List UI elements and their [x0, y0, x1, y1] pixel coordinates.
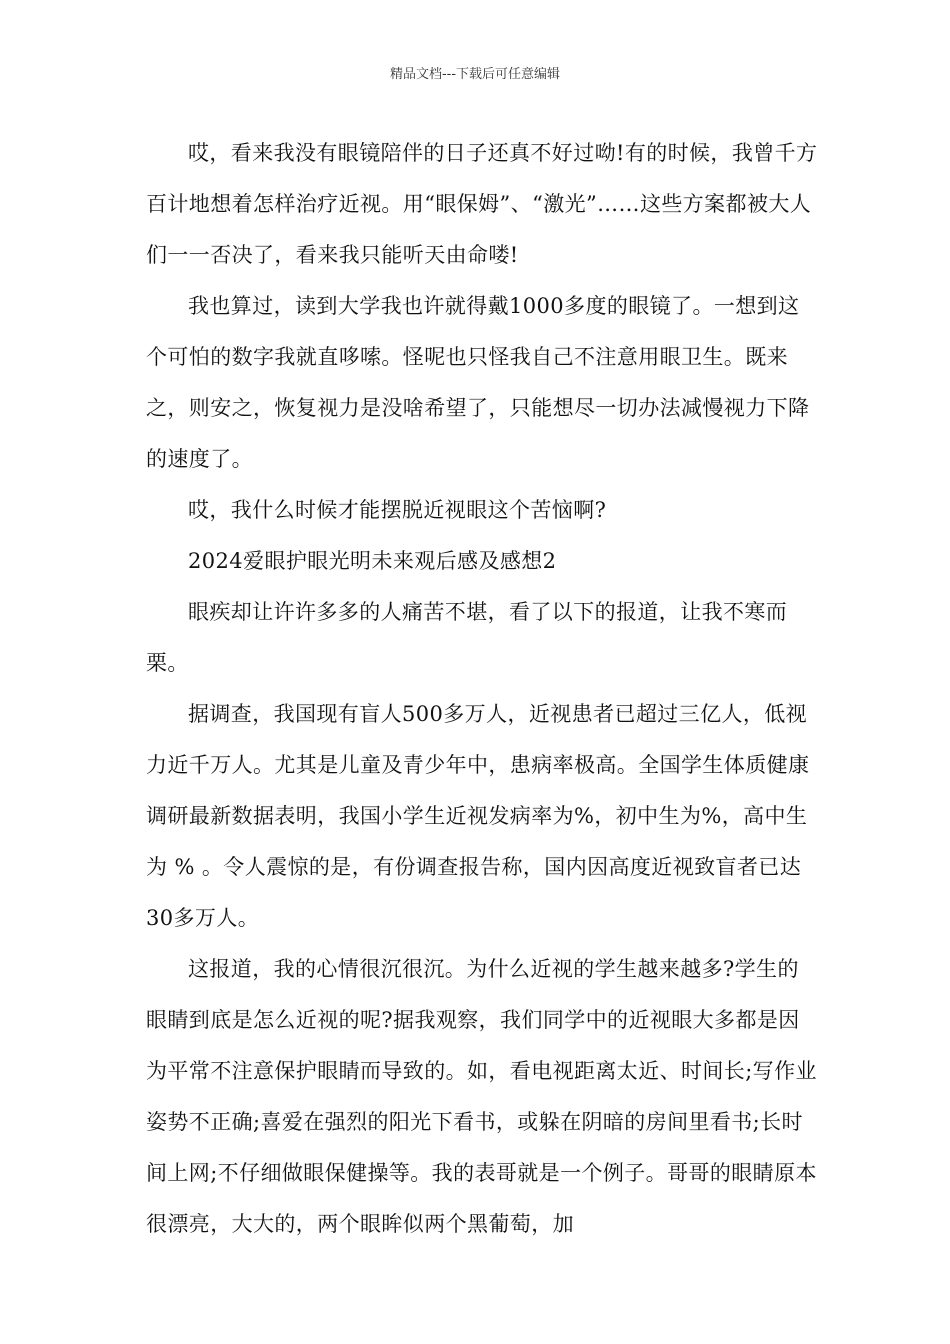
- section-title: 2024爱眼护眼光明未来观后感及感想2: [188, 549, 557, 573]
- paragraph-4: 眼疾却让许许多多的人痛苦不堪，看了以下的报道，让我不寒而栗。: [146, 600, 788, 675]
- document-body: [146, 128, 818, 1250]
- paragraph-3: 哎，我什么时候才能摆脱近视眼这个苦恼啊?: [188, 498, 607, 522]
- paragraph-1: 哎，看来我没有眼镜陪伴的日子还真不好过呦!有的时候，我曾千方百计地想着怎样治疗近视。用“眼保姆”、“激光”……这些方案都被大人们一一否决了，看来我只能听天由命喽!: [146, 141, 818, 267]
- paragraph-5: 据调查，我国现有盲人500多万人，近视患者已超过三亿人，低视力近千万人。尤其是儿童及青少年中，患病率极高。全国学生体质健康调研最新数据表明，我国小学生近视发病率为%，初中生为%，高中生为 % 。令人震惊的是，有份调查报告称，国内因高度近视致盲者已达30多万人。: [146, 702, 810, 930]
- paragraph-2: 我也算过，读到大学我也许就得戴1000多度的眼镜了。一想到这个可怕的数字我就直哆嗦。怪呢也只怪我自己不注意用眼卫生。既来之，则安之，恢复视力是没啥希望了，只能想尽一切办法减慢视力下降的速度了。: [146, 294, 810, 471]
- paragraph-6: 这报道，我的心情很沉很沉。为什么近视的学生越来越多?学生的眼睛到底是怎么近视的呢?据我观察，我们同学中的近视眼大多都是因为平常不注意保护眼睛而导致的。如，看电视距离太近、时间长;写作业姿势不正确;喜爱在强烈的阳光下看书，或躲在阴暗的房间里看书;长时间上网;不仔细做眼保健操等。我的表哥就是一个例子。哥哥的眼睛原本很漂亮，大大的，两个眼眸似两个黑葡萄，加: [146, 957, 817, 1236]
- page-header: 精品文档---下载后可任意编辑: [389, 67, 561, 82]
